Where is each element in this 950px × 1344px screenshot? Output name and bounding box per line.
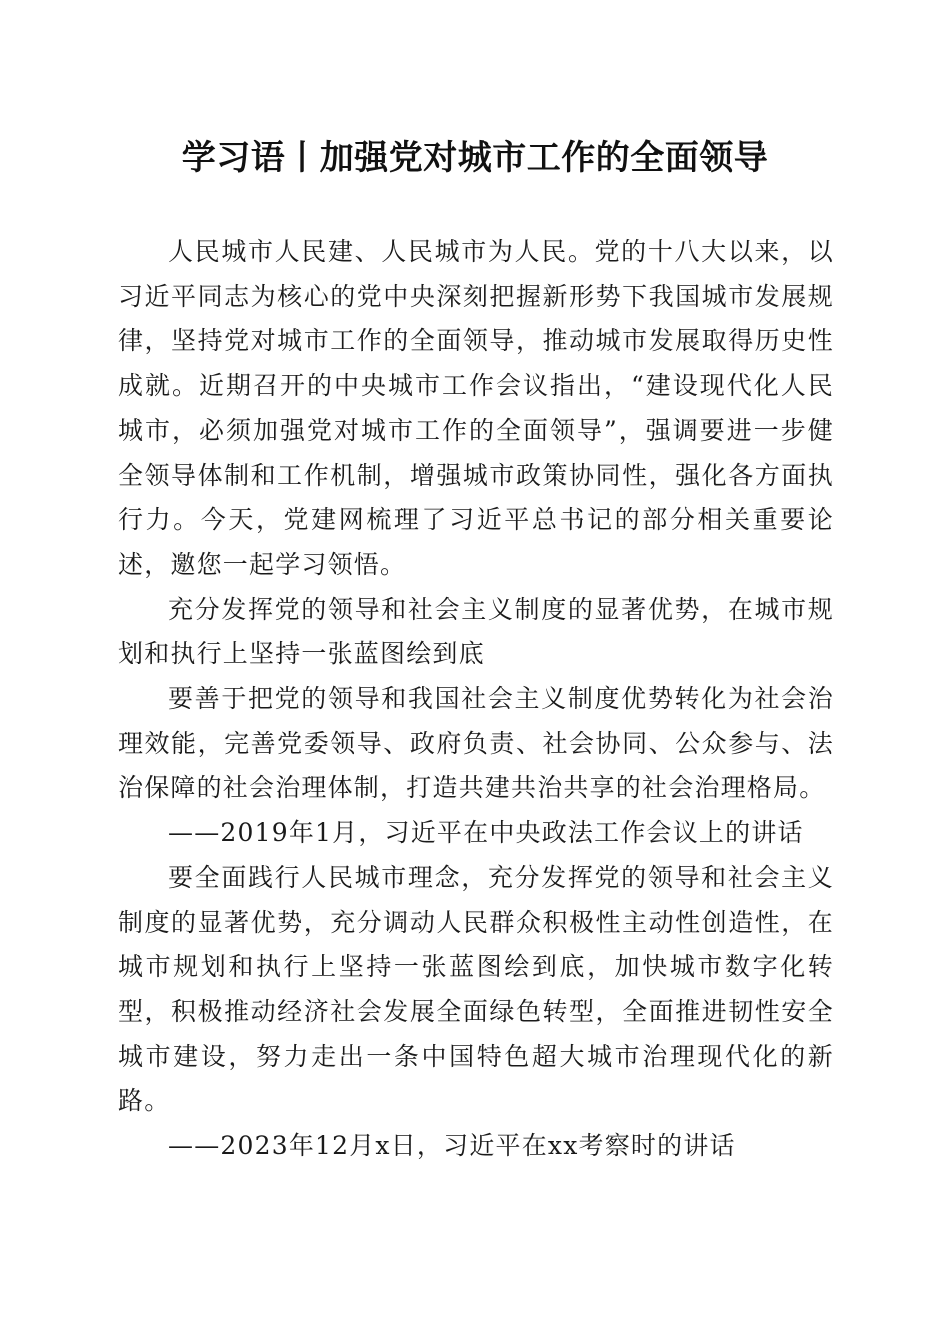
quote-source: ——2023年12月x日，习近平在xx考察时的讲话	[168, 1131, 736, 1161]
quote-paragraph: 要善于把党的领导和我国社会主义制度优势转化为社会治理效能，完善党委领导、政府负责、社会协同、公众参与、法治保障的社会治理体制，打造共建共治共享的社会治理格局。	[118, 684, 834, 803]
quote-paragraph: 要全面践行人民城市理念，充分发挥党的领导和社会主义制度的显著优势，充分调动人民群众积极性主动性创造性，在城市规划和执行上坚持一张蓝图绘到底，加快城市数字化转型，积极推动经济社会发展全面绿色转型，全面推进韧性安全城市建设，努力走出一条中国特色超大城市治理现代化的新路。	[118, 862, 834, 1116]
quote-source: ——2019年1月，习近平在中央政法工作会议上的讲话	[168, 818, 804, 848]
document-title: 学习语丨加强党对城市工作的全面领导	[181, 138, 769, 178]
intro-paragraph: 人民城市人民建、人民城市为人民。党的十八大以来，以习近平同志为核心的党中央深刻把握新形势下我国城市发展规律，坚持党对城市工作的全面领导，推动城市发展取得历史性成就。近期召开的中央城市工作会议指出，“建设现代化人民城市，必须加强党对城市工作的全面领导”，强调要进一步健全领导体制和工作机制，增强城市政策协同性，强化各方面执行力。今天，党建网梳理了习近平总书记的部分相关重要论述，邀您一起学习领悟。	[118, 237, 834, 579]
section-heading: 充分发挥党的领导和社会主义制度的显著优势，在城市规划和执行上坚持一张蓝图绘到底	[118, 594, 834, 669]
document-body	[118, 230, 834, 1169]
